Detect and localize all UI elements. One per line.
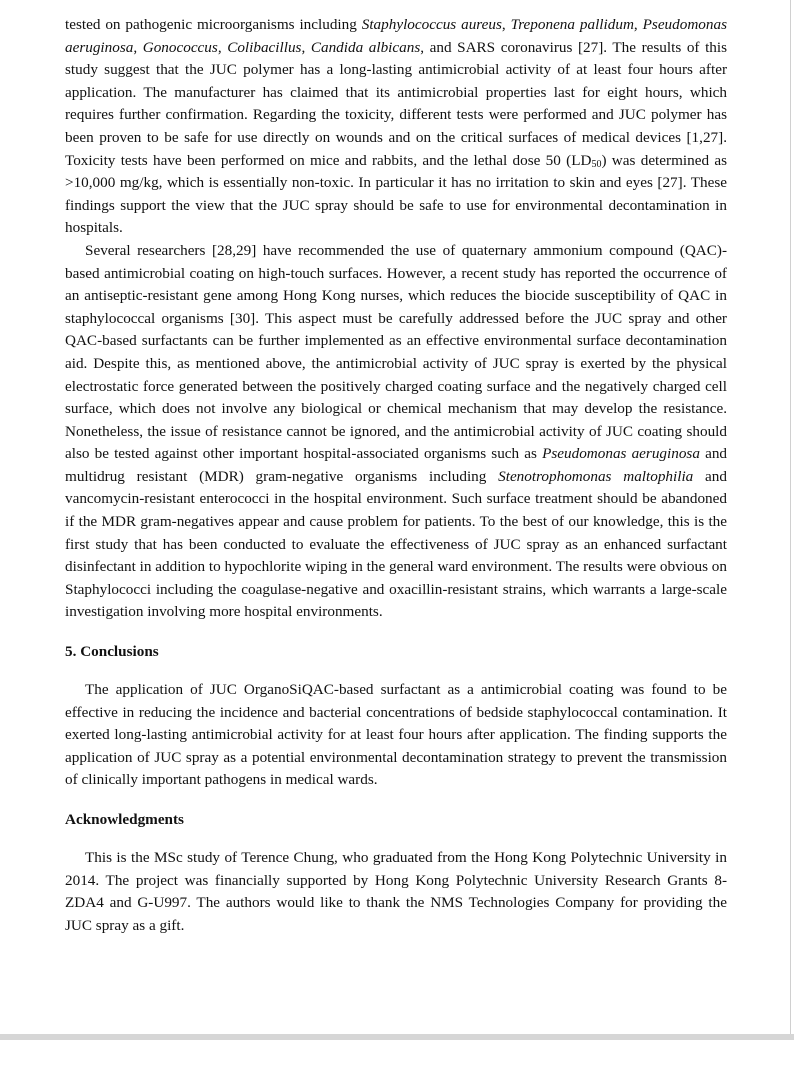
body-paragraph-resistance	[65, 240, 727, 624]
text-run: and multidrug resistant (MDR) gram-negative organisms including	[65, 445, 728, 485]
organism-name: Pseudomonas aeruginosa	[65, 16, 727, 56]
organism-name: Colibacillus	[227, 38, 302, 56]
section-heading-acknowledgments: Acknowledgments	[65, 811, 184, 828]
organism-name: Pseudomonas aeruginosa	[542, 445, 700, 463]
organism-name: Gonococcus	[142, 38, 218, 56]
organism-name: Treponena pallidum	[510, 16, 634, 33]
text-run: ,	[633, 16, 643, 33]
organism-name: Staphylococcus aureus	[361, 16, 502, 33]
text-run: ,	[133, 38, 143, 56]
body-paragraph-toxicity	[65, 14, 727, 240]
text-run: tested on pathogenic microorganisms including	[65, 16, 362, 33]
page-separator	[0, 1034, 794, 1040]
organism-name: Stenotrophomonas maltophilia	[498, 467, 694, 485]
text-run: ,	[217, 38, 228, 56]
organism-name: Candida albicans	[310, 38, 421, 56]
page-content	[65, 14, 727, 937]
text-run: Several researchers [28,29] have recommended the use of quaternary ammonium compound (QAC)-based antimicrobial coating on high-touch surfaces. However, a recent study has reported the occurrence of an antiseptic-resistant gene among Hong Kong nurses, which reduces the biocide susceptibility of QAC in staphylococcal organisms [30]. This aspect must be carefully addressed before the JUC spray and other QAC-based surfactants can be further implemented as an effective environmental surface decontamination aid. Despite this, as mentioned above, the antimicrobial activity of JUC spray is exerted by the physical electrostatic force generated between the positively charged coating surface and the negatively charged cell surface, which does not involve any biological or chemical mechanism that may develop the resistance. Nonetheless, the issue of resistance cannot be ignored, and the antimicrobial activity of JUC coating should also be tested against other important hospital-associated organisms such as	[65, 241, 727, 463]
section-heading-conclusions: 5. Conclusions	[65, 643, 159, 661]
text-run: , and SARS coronavirus [27]. The results of this study suggest that the JUC polymer has a long-lasting antimicrobial activity of at least four hours after application. The manufacturer has claimed that its antimicrobial properties last for eight hours, which requires further confirmation. Regarding the toxicity, different tests were performed and JUC polymer has been proven to be safe for use directly on wounds and on the critical surfaces of medical devices [1,27]. Toxicity tests have been performed on mice and rabbits, and the lethal dose 50 (LD	[65, 38, 728, 169]
conclusions-paragraph: The application of JUC OrganoSiQAC-based surfactant as a antimicrobial coating was found to be effective in reducing the incidence and bacterial concentrations of bedside staphylococcal contamination. It exerted long-lasting antimicrobial activity for at least four hours after application. The finding supports the application of JUC spray as a potential environmental decontamination strategy to prevent the transmission of clinically important pathogens in medical wards.	[65, 681, 727, 789]
text-run: ,	[501, 16, 511, 33]
acknowledgments-paragraph: This is the MSc study of Terence Chung, who graduated from the Hong Kong Polytechnic University in 2014. The project was financially supported by Hong Kong Polytechnic University Research Grants 8-ZDA4 and G-U997. The authors would like to thank the NMS Technologies Company for providing the JUC spray as a gift.	[65, 849, 727, 934]
subscript: 50	[591, 158, 602, 170]
text-run: ,	[301, 38, 311, 56]
text-run: ) was determined as >10,000 mg/kg, which is essentially non-toxic. In particular it has no irritation to skin and eyes [27]. These findings support the view that the JUC spray should be safe to use for environmental decontamination in hospitals.	[65, 151, 727, 237]
text-run: and vancomycin-resistant enterococci in the hospital environment. Such surface treatment should be abandoned if the MDR gram-negatives appear and cause problem for patients. To the best of our knowledge, this is the first study that has been conducted to evaluate the effectiveness of JUC spray as an enhanced surfactant disinfectant in addition to hypochlorite wiping in the general ward environment. The results were obvious on Staphylococci including the coagulase-negative and oxacillin-resistant strains, which warrants a large-scale investigation involving more hospital environments.	[65, 467, 727, 621]
